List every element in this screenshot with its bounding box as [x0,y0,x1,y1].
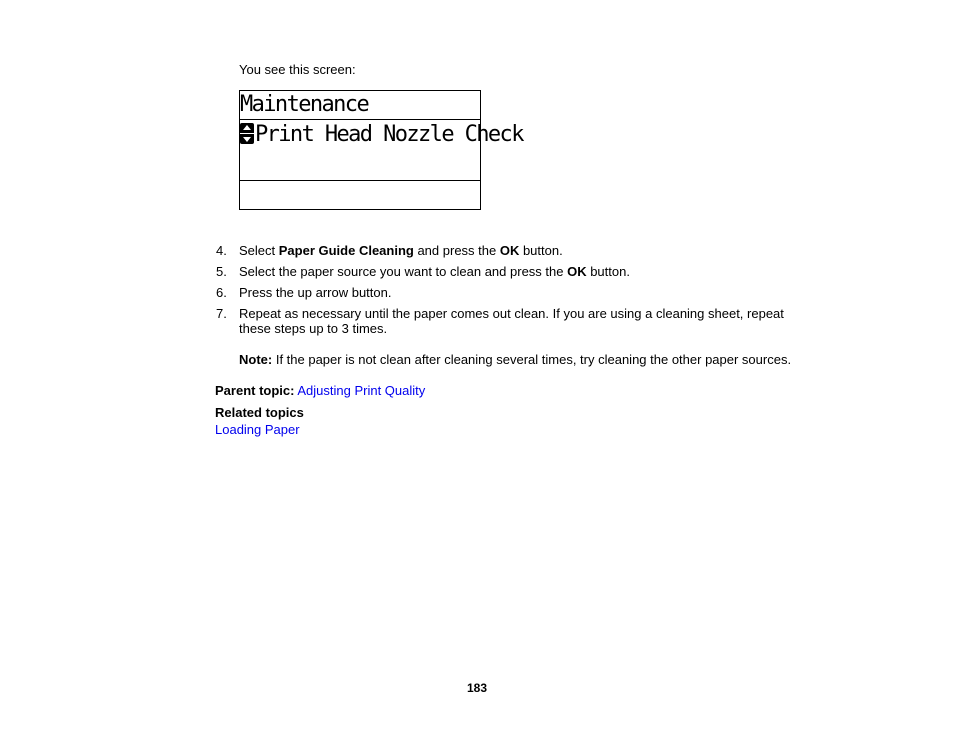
parent-topic [215,383,425,398]
step-4-text: Select Paper Guide Cleaning and press the OK button. [239,243,563,258]
lcd-title: Maintenance [240,91,480,120]
step-number: 5. [216,264,227,279]
step-7-line-1: Repeat as necessary until the paper comes out clean. If you are using a cleaning sheet, repeat [239,306,784,321]
related-topic-link[interactable]: Loading Paper [215,422,300,437]
parent-topic-label: Parent topic: [215,383,295,398]
lcd-blank-row [240,180,480,210]
step-6-text: Press the up arrow button. [239,285,392,300]
page-number: 183 [466,681,488,695]
step-number: 7. [216,306,227,321]
step-5-text: Select the paper source you want to clean and press the OK button. [239,264,630,279]
lcd-screen [239,90,523,210]
step-number: 4. [216,243,227,258]
parent-topic-link[interactable]: Adjusting Print Quality [297,383,426,398]
note-label: Note: [239,352,273,367]
step-number: 6. [216,285,227,300]
up-down-arrow-icon [240,123,254,145]
intro-text: You see this screen: [239,62,356,77]
step-7-line-2: these steps up to 3 times. [239,321,388,336]
related-topics-heading: Related topics [215,405,304,420]
note [239,352,791,367]
lcd-menu-item [240,120,523,150]
lcd-item-label: Print Head Nozzle Check [255,122,523,147]
note-text: If the paper is not clean after cleaning several times, try cleaning the other paper sources. [272,352,792,367]
